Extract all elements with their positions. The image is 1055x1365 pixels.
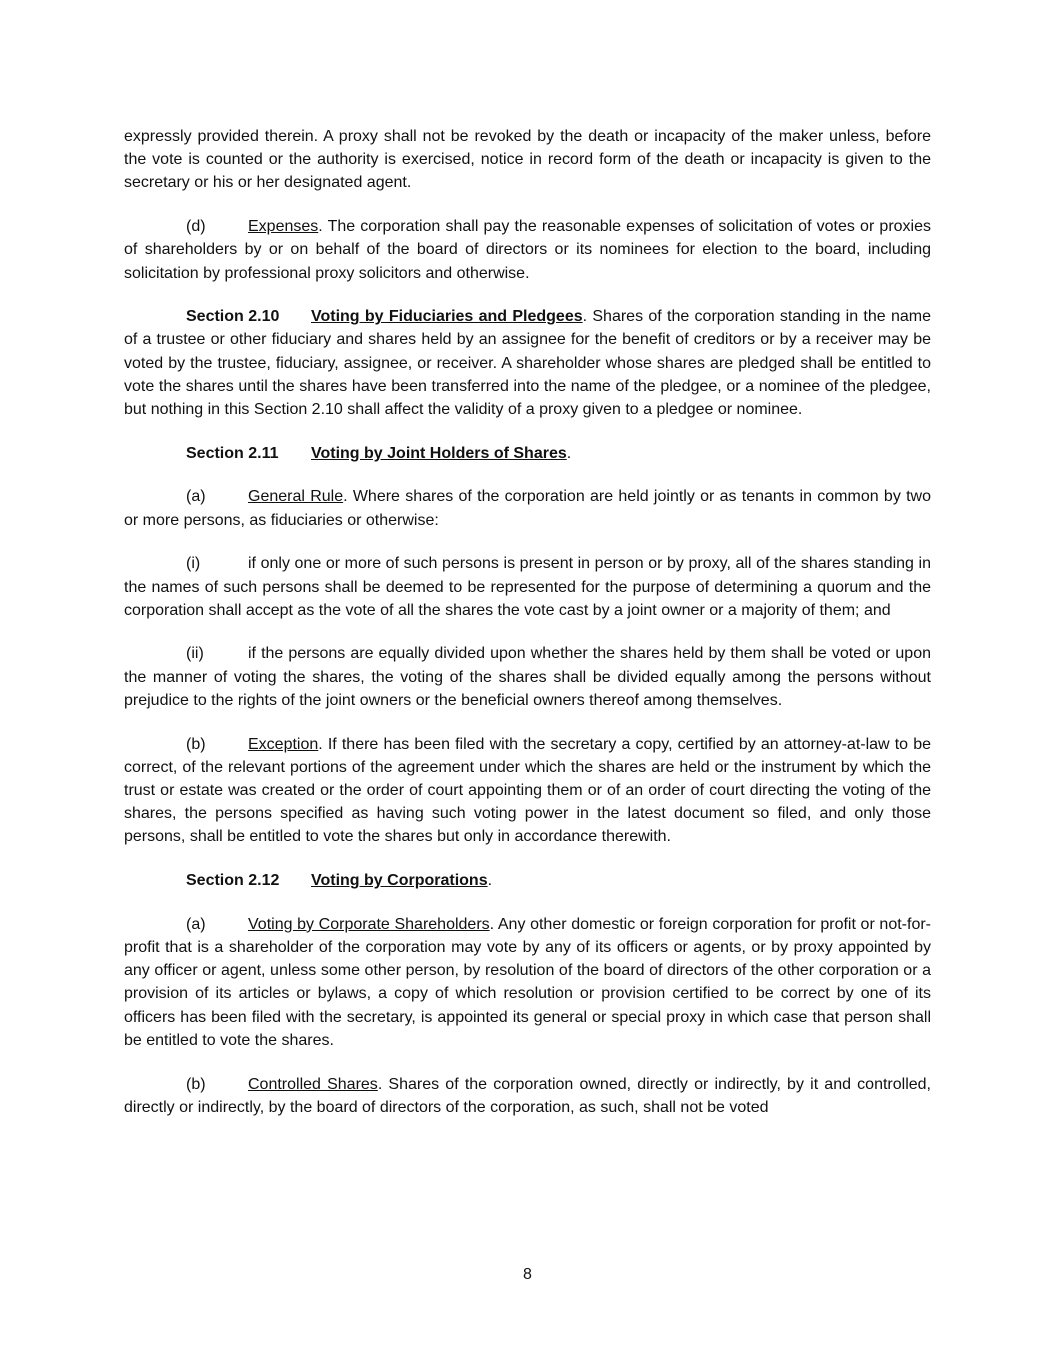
- document-page: [124, 125, 931, 1139]
- paragraph-b-exception: [124, 733, 931, 849]
- paragraph-text: if the persons are equally divided upon whether the shares held by them shall be voted or upon the manner of voting the shares, the voting of the shares shall be divided equally among the persons without prejudice to the rights of the joint owners or the beneficial owners thereof among themselves.: [124, 645, 931, 709]
- paragraph-a-general-rule: [124, 485, 931, 531]
- section-heading: Voting by Corporations: [311, 872, 488, 890]
- section-2-12: [124, 869, 931, 892]
- item-number: (a): [186, 488, 206, 506]
- section-2-10: [124, 305, 931, 421]
- paragraph-i: [124, 552, 931, 622]
- section-heading: Voting by Joint Holders of Shares: [311, 444, 567, 462]
- item-number: (i): [186, 555, 201, 573]
- section-heading: Voting by Fiduciaries and Pledgees: [311, 308, 583, 326]
- page-number: 8: [523, 1266, 532, 1283]
- paragraph-b-controlled-shares: [124, 1073, 931, 1119]
- item-heading: Exception: [248, 735, 319, 753]
- paragraph-text: . Where shares of the corporation are held jointly or as tenants in common by two or more persons, as fiduciaries or otherwise:: [124, 488, 931, 529]
- item-number: (d): [186, 218, 206, 236]
- item-heading: Controlled Shares: [248, 1075, 378, 1093]
- item-number: (b): [186, 735, 206, 753]
- paragraph-a-corporate-shareholders: [124, 913, 931, 1052]
- section-2-11: [124, 442, 931, 465]
- paragraph-text: . If there has been filed with the secretary a copy, certified by an attorney-at-law to be correct, of the relevant portions of the agreement under which the shares are held or the instrument by which the trust or estate was created or the order of court appointing them or of an order of court directing the voting of the shares, the persons specified as having such voting power in the latest document so filed, and only those persons, shall be entitled to vote the shares but only in accordance therewith.: [124, 735, 931, 846]
- paragraph-text: expressly provided therein. A proxy shall not be revoked by the death or incapacity of the maker unless, before the vote is counted or the authority is exercised, notice in record form of the death or incapacity is given to the secretary or his or her designated agent.: [124, 128, 931, 192]
- item-heading: Voting by Corporate Shareholders: [248, 915, 490, 933]
- item-heading: General Rule: [248, 488, 344, 506]
- paragraph-text: if only one or more of such persons is present in person or by proxy, all of the shares standing in the names of such persons shall be deemed to be represented for the purpose of determining a quorum and the corporation shall accept as the vote of all the shares the vote cast by a joint owner or a majority of them; and: [124, 555, 931, 619]
- section-number: Section 2.11: [186, 444, 279, 462]
- item-number: (b): [186, 1075, 206, 1093]
- paragraph-text: . Any other domestic or foreign corporation for profit or not-for-profit that is a shareholder of the corporation may vote by any of its officers or agents, or by proxy appointed by any officer or agent, unless some other person, by resolution of the board of directors of the other corporation or a provision of its articles or bylaws, a copy of which resolution or provision certified to be correct by one of its officers has been filed with the secretary, is appointed its general or special proxy in which case that person shall be entitled to vote the shares.: [124, 915, 931, 1049]
- item-number: (ii): [186, 645, 204, 663]
- paragraph-text: . Shares of the corporation owned, directly or indirectly, by it and controlled, directly or indirectly, by the board of directors of the corporation, as such, shall not be voted: [124, 1075, 932, 1116]
- heading-period: .: [487, 872, 493, 890]
- section-number: Section 2.12: [186, 872, 280, 890]
- item-number: (a): [186, 915, 206, 933]
- paragraph-text: . The corporation shall pay the reasonable expenses of solicitation of votes or proxies of shareholders by or on behalf of the board of directors or its nominees for election to the board, including solicitation by professional proxy solicitors and otherwise.: [124, 218, 931, 282]
- item-heading: Expenses: [248, 218, 319, 236]
- paragraph-proxy-continuation: [124, 125, 931, 195]
- paragraph-d-expenses: [124, 215, 931, 285]
- paragraph-ii: [124, 642, 931, 712]
- section-number: Section 2.10: [186, 308, 280, 326]
- paragraph-text: . Shares of the corporation standing in the name of a trustee or other fiduciary and shares held by an assignee for the benefit of creditors or by a receiver may be voted by the trustee, fiduciary, assignee, or receiver. A shareholder whose shares are pledged shall be entitled to vote the shares until the shares have been transferred into the name of the pledgee, or a nominee of the pledgee, but nothing in this Section 2.10 shall affect the validity of a proxy given to a pledgee or nominee.: [124, 308, 931, 419]
- heading-period: .: [566, 444, 572, 462]
